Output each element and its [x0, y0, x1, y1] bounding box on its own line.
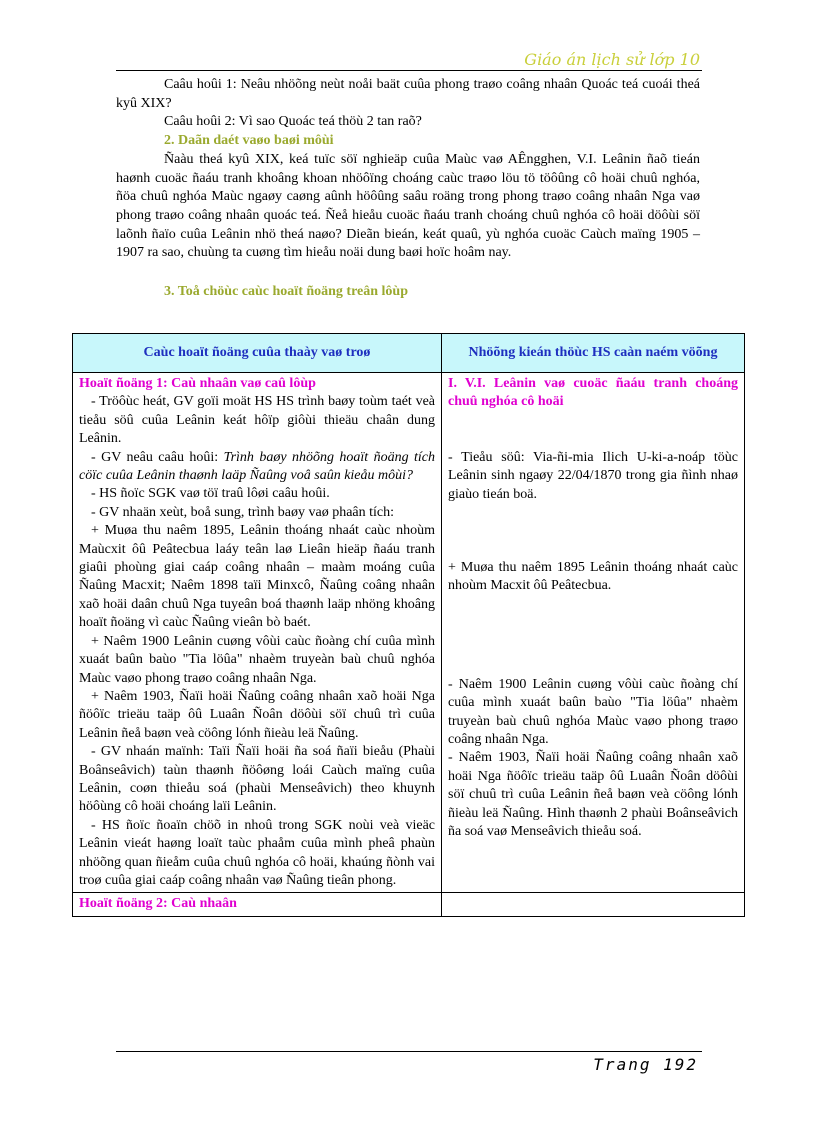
left-paragraph: - GV nhaän xeùt, boå sung, trình baøy vaø phaân tích:: [91, 504, 395, 520]
right-paragraph: - Naêm 1903, Ñaïi hoäi Ñaûng coâng nhaân xaõ hoäi Nga ñöôïc trieäu taäp ôû Luaân Ñoân döôùi söï chuû trì cuûa Leânin ñeå baøn veà cöông lónh ñieàu leä Ñaûng. Hình thaønh 2 phaùi Boânseâvich ña soá vaø Menseâvich thieåu soá.: [448, 750, 738, 840]
left-paragraph: + Naêm 1900 Leânin cuøng vôùi caùc ñoàng chí cuûa mình xuaát baûn baùo "Tia löûa" nhaèm truyeàn baù chuû nghóa Maùc vaøo phong traøo coâng nhaân Nga.: [79, 633, 435, 686]
question-1: Caâu hoûi 1: Neâu nhöõng neùt noåi baät cuûa phong traøo coâng nhaân Quoác teá cuoái theá kyû XIX?: [116, 77, 700, 111]
right-paragraph: - Naêm 1900 Leânin cuøng vôùi caùc ñoàng chí cuûa mình xuaát baûn baùo "Tia löûa" nhaèm truyeàn baù chuû nghóa Maùc vaøo phong traøo coâng nhaân Nga.: [448, 676, 738, 748]
document-header-title: Giáo án lịch sử lớp 10: [524, 50, 700, 69]
question-lead: - GV neâu caâu hoûi:: [91, 449, 224, 465]
activities-table: [72, 333, 745, 917]
activity-2-cell: [73, 893, 442, 916]
left-paragraph: [79, 449, 435, 486]
question-text: Trình baøy nhöõng hoaït ñoäng tích cöïc cuûa Leânin thaønh laäp Ñaûng voâ saûn kieåu môùi?: [79, 449, 436, 484]
table-row: [73, 373, 745, 893]
page-number: Trang 192: [593, 1055, 698, 1074]
left-paragraph: + Naêm 1903, Ñaïi hoäi Ñaûng coâng nhaân xaõ hoäi Nga ñöôïc trieäu taäp ôû Luaân Ñoân döôùi söï chuû trì cuûa Leânin ñeå baøn veà cöông lónh ñieàu leä Ñaûng.: [79, 688, 435, 741]
left-paragraph: + Muøa thu naêm 1895, Leânin thoáng nhaát caùc nhoùm Maùcxit ôû Peâtecbua laáy teân laø Lieân hieäp ñaáu tranh giaûi phoùng giai caáp coâng nhaân – maàm moáng cuûa Ñaûng Macxit; Naêm 1898 taïi Minxcô, Ñaûng coâng nhaân xaõ hoäi daân chuû Nga tuyeân boá thaønh laäp nhöng khoâng hoaït ñoäng vì caùc Ñaûng vieân bò baét.: [79, 523, 435, 631]
knowledge-cell: [442, 373, 745, 893]
right-paragraph: + Muøa thu naêm 1895 Leânin thoáng nhaát caùc nhoùm Macxit ôû Peâtecbua.: [448, 560, 738, 594]
question-2: Caâu hoûi 2: Vì sao Quoác teá thöù 2 tan raõ?: [164, 114, 422, 130]
table-row: [73, 893, 745, 916]
table-header-row: [73, 334, 745, 373]
intro-paragraph: Ñaàu theá kyû XIX, keá tuïc söï nghieäp cuûa Maùc vaø AÊngghen, V.I. Leânin ñaõ tieán haønh cuoäc ñaáu tranh khoâng khoan nhöôïng choáng caùc traøo löu tö töôûng cô hoäi chuû nghóa, ñöa chuû nghóa Maùc ngaøy caøng aûnh höôûng saâu roäng trong phong traøo coâng nhaân Nga vaø phong traøo coâng nhaân quoác teá. Ñeå hieåu cuoäc ñaáu tranh choáng chuû nghóa cô hoäi döôùi söï laõnh ñaïo cuûa Leânin nhö theá naøo? Dieãn bieán, keát quaû, yù nghóa cuoäc Caùch maïng 1905 – 1907 ra sao, chuùng ta cuøng tìm hieåu noäi dung baøi hoïc hoâm nay.: [116, 151, 700, 261]
left-paragraph: - HS ñoïc SGK vaø töï traû lôøi caâu hoûi.: [91, 486, 330, 502]
activity-1-title: Hoaït ñoäng 1: Caù nhaân vaø caû lôùp: [79, 376, 316, 391]
left-paragraph: - HS ñoïc ñoaïn chöõ in nhoû trong SGK noùi veà vieäc Leânin vieát haøng loaït taùc phaåm cuûa mình pheâ phaùn nhöõng quan ñieåm cuûa chuû nghóa cô hoäi, khaúng ñònh vai troø cuûa giai caáp coâng nhaân vaø Ñaûng tieân phong.: [79, 817, 435, 888]
section-heading-3: 3. Toå chöùc caùc hoaït ñoäng treân lôùp: [164, 284, 409, 300]
section-heading-2: 2. Daãn daét vaøo baøi môùi: [164, 133, 334, 149]
knowledge-heading: I. V.I. Leânin vaø cuoäc ñaáu tranh choáng chuû nghóa cô hoäi: [448, 376, 738, 410]
activity-2-title: Hoaït ñoäng 2: Caù nhaân: [79, 896, 237, 912]
intro-section: [116, 76, 700, 302]
column-header-knowledge: Nhöõng kieán thöùc HS caàn naém vöõng: [442, 334, 745, 373]
empty-cell: [442, 893, 745, 916]
right-paragraph: - Tieåu söû: Via-ñi-mia Ilich U-ki-a-noáp töùc Leânin sinh ngaøy 22/04/1870 trong gia ñình nhaø giaùo tieán boä.: [448, 449, 738, 502]
left-paragraph: - Tröôùc heát, GV goïi moät HS HS trình baøy toùm taét veà tieåu söû cuûa Leânin keát hôïp giôùi thieäu chaân dung Leânin.: [79, 394, 435, 447]
activities-cell: [73, 373, 442, 893]
left-paragraph: - GV nhaán maïnh: Taïi Ñaïi hoäi ña soá ñaïi bieåu (Phaùi Boânseâvich) taùn thaønh ñöôøng loái Caùch maïng cuûa Leânin, coøn thieåu soá (phaùi Menseâvich) theo khuynh höôùng cô hoäi choáng laïi Leânin.: [79, 744, 435, 815]
column-header-activities: Caùc hoaït ñoäng cuûa thaày vaø troø: [73, 334, 442, 373]
footer-rule: [116, 1051, 702, 1052]
header-rule: [116, 70, 702, 71]
